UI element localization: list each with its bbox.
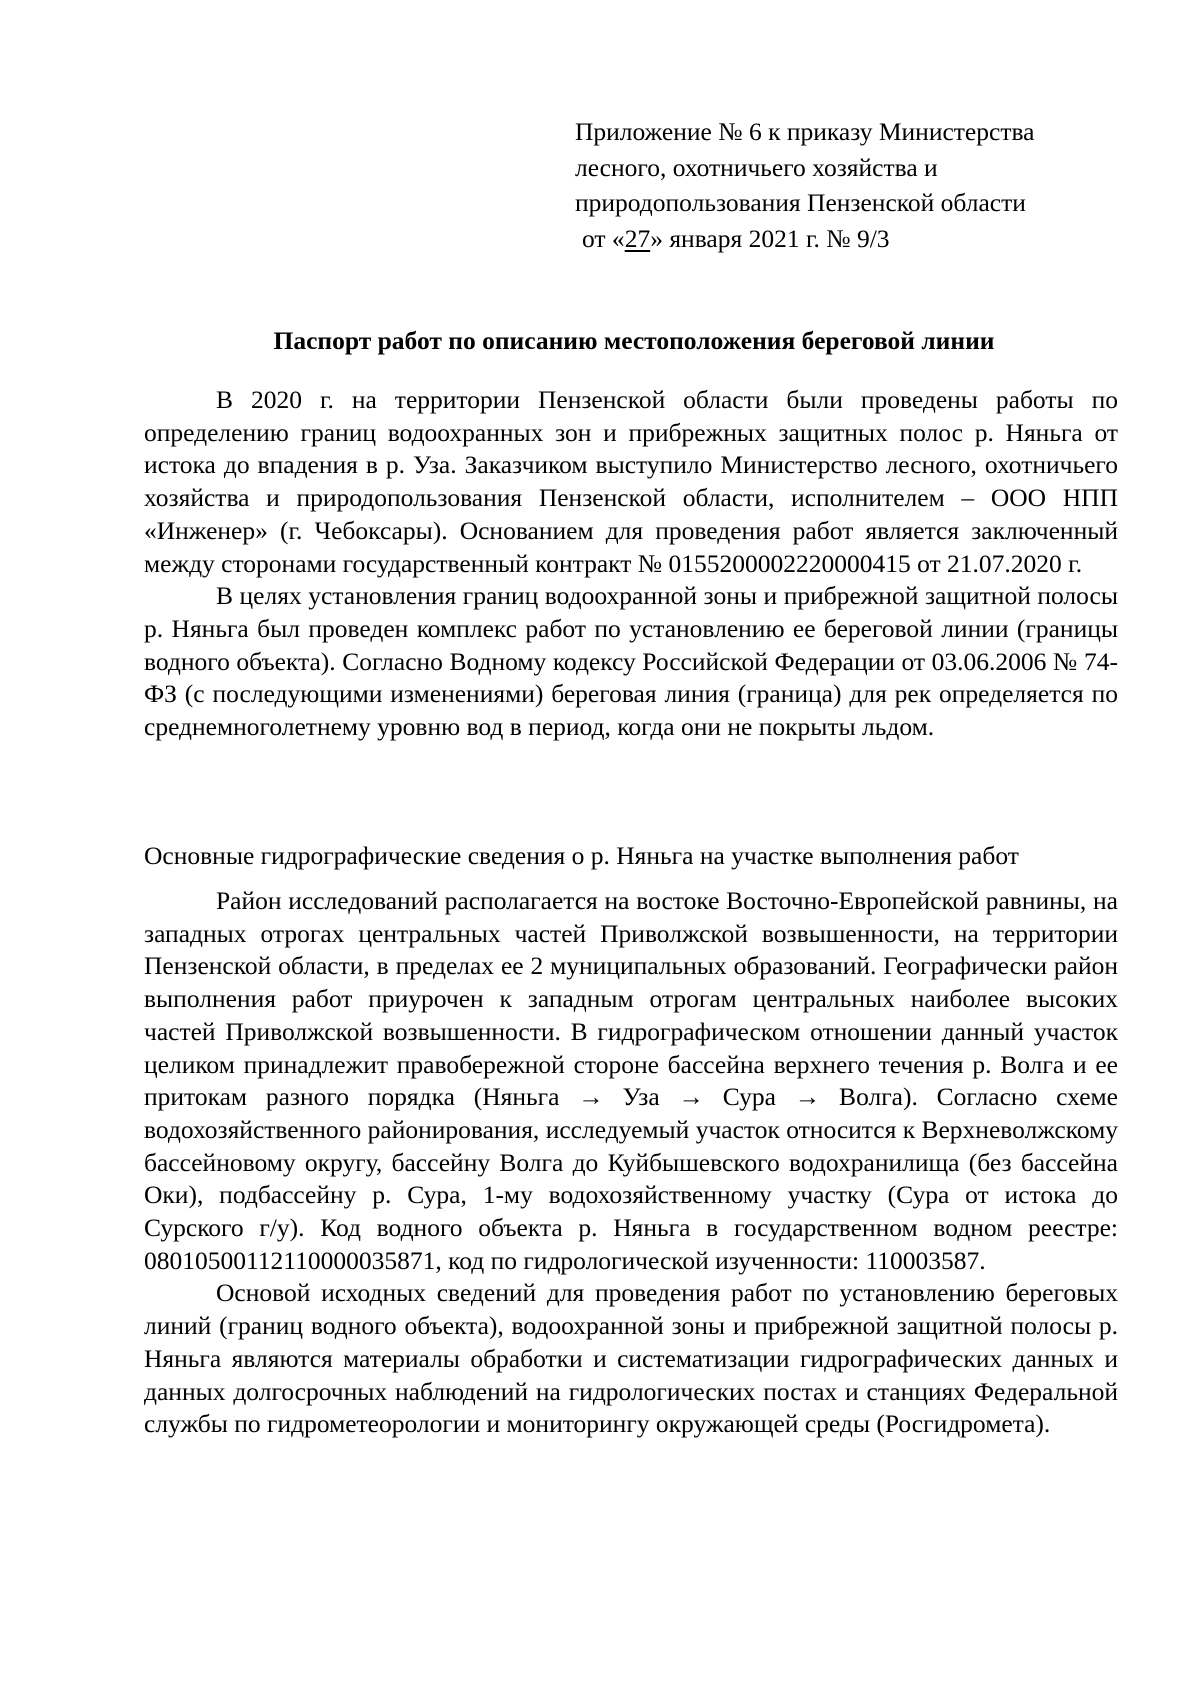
appendix-date — [575, 221, 1095, 257]
document-title: Паспорт работ по описанию местоположения береговой линии — [273, 326, 995, 355]
appendix-date-prefix: от « — [582, 223, 625, 253]
paragraph: В 2020 г. на территории Пензенской области были проведены работы по определению границ водоохранных зон и прибрежных защитных полос р. Няньга от истока до впадения в р. Уза. Заказчиком выступило Министерство лесного, охотничьего хозяйства и природопользования Пензенской области, исполнителем – ООО НПП «Инженер» (г. Чебоксары). Основанием для проведения работ является заключенный между сторонами государственный контракт № 0155200002220000415 от 21.07.2020 г. — [144, 385, 1118, 578]
paragraph — [144, 885, 1118, 1277]
appendix-date-day: 27 — [624, 223, 651, 253]
appendix-line: лесного, охотничьего хозяйства и — [575, 152, 938, 182]
paragraph: В целях установления границ водоохранной зоны и прибрежной защитной полосы р. Няньга был проведен комплекс работ по установлению ее береговой линии (границы водного объекта). Согласно Водному кодексу Российской Федерации от 03.06.2006 № 74-ФЗ (с последующими изменениями) береговая линия (граница) для рек определяется по среднемноголетнему уровню вод в период, когда они не покрыты льдом. — [144, 581, 1118, 742]
appendix-line: природопользования Пензенской области — [575, 188, 1026, 217]
paragraph: Основой исходных сведений для проведения работ по установлению береговых линий (границ водного объекта), водоохранной зоны и прибрежной защитной полосы р. Няньга являются материалы обработки и систематизации гидрографических данных и данных долгосрочных наблюдений на гидрологических постах и станциях Федеральной службы по гидрометеорологии и мониторингу окружающей среды (Росгидромета). — [144, 1278, 1118, 1439]
river-sequence: Няньга → Уза → Сура → Волга — [482, 1082, 903, 1112]
paragraph-text: ). Согласно схеме водохозяйственного районирования, исследуемый участок относится к Верхневолжскому бассейновому округу, бассейну Волга до Куйбышевского водохранилища (без бассейна Оки), подбассейну р. Сура, 1-му водохозяйственному участку (Сура от истока до Сурского г/у). Код водного объекта р. Няньга в государственном водном реестре: 08010500112110000035871, код по гидрологической изученности: 110003587. — [144, 1082, 1118, 1275]
appendix-header — [575, 114, 1095, 256]
intro-section — [144, 384, 1118, 744]
hydrography-section — [144, 885, 1118, 1441]
appendix-line: Приложение № 6 к приказу Министерства — [575, 117, 1035, 146]
appendix-date-suffix: » января 2021 г. № 9/3 — [650, 223, 890, 253]
paragraph-text: Район исследований располагается на востоке Восточно-Европейской равнины, на западных отрогах центральных частей Приволжской возвышенности, на территории Пензенской области, в пределах ее 2 муниципальных образований. Географически район выполнения работ приурочен к западным отрогам центральных наиболее высоких частей Приволжской возвышенности. В гидрографическом отношении данный участок целиком принадлежит правобережной стороне бассейна верхнего течения р. Волга и ее притокам разного порядка ( — [144, 886, 1118, 1112]
section-subheading: Основные гидрографические сведения о р. Няньга на участке выполнения работ — [144, 841, 1019, 870]
